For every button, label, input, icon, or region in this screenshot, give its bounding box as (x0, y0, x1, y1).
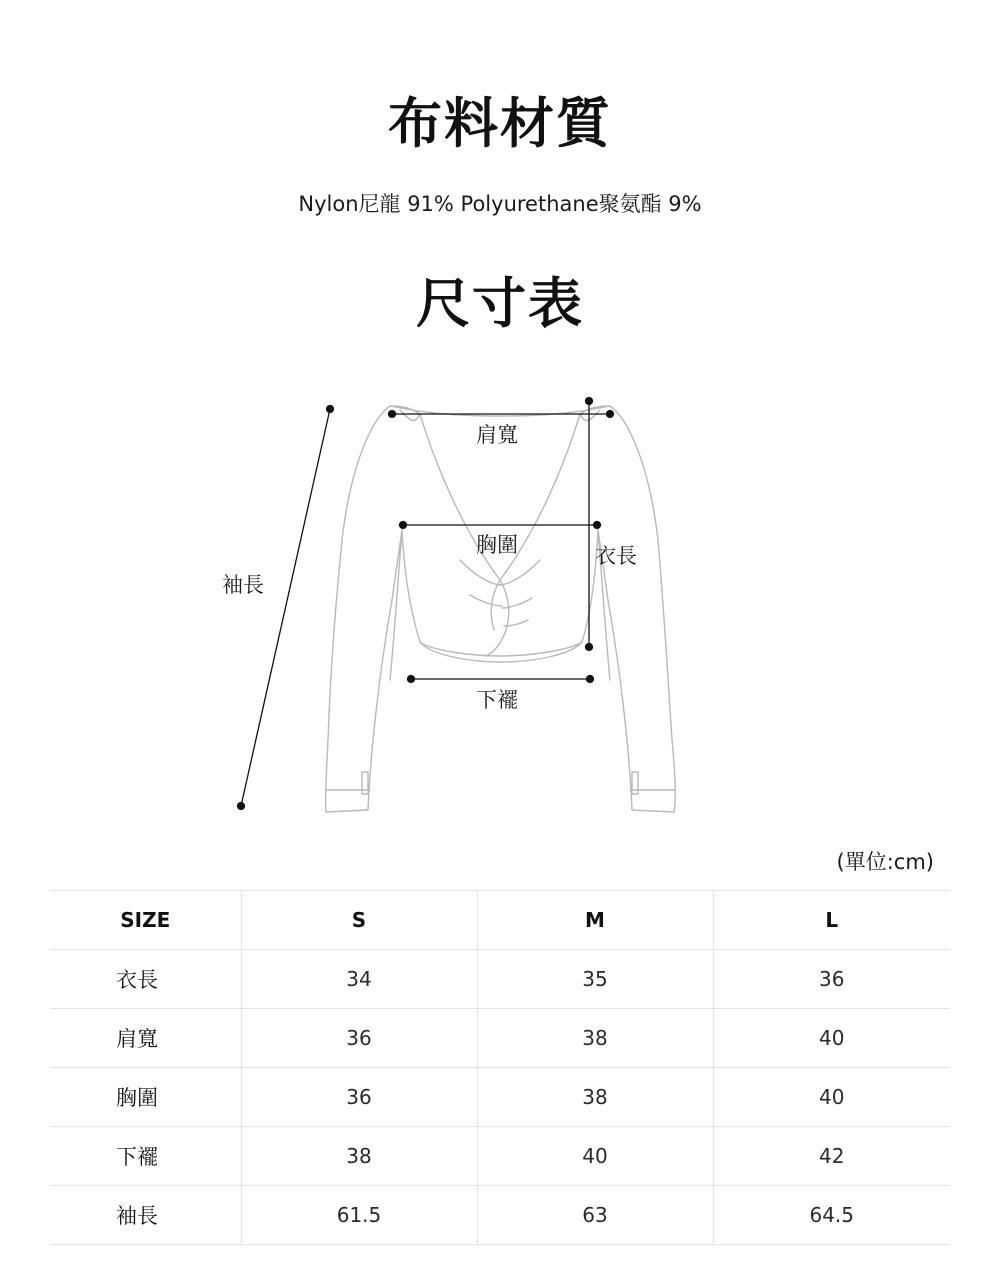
chest-width-label: 胸圍 (476, 533, 518, 557)
size-s-column-header: S (241, 891, 477, 950)
table-cell: 64.5 (713, 1186, 950, 1245)
unit-note: (單位:cm) (836, 850, 934, 874)
row-label: 袖長 (50, 1186, 241, 1245)
garment-body-outline (326, 406, 676, 812)
fabric-composition: Nylon尼龍 91% Polyurethane聚氨酯 9% (298, 192, 702, 216)
hem-width-label: 下襬 (476, 688, 518, 712)
table-row (50, 1186, 950, 1245)
table-cell: 40 (713, 1009, 950, 1068)
table-row (50, 1009, 950, 1068)
size-l-column-header: L (713, 891, 950, 950)
table-row (50, 1068, 950, 1127)
size-table (50, 890, 950, 1245)
length-point-top (586, 398, 593, 405)
table-cell: 38 (241, 1127, 477, 1186)
shoulder-point-left (389, 411, 396, 418)
row-label: 肩寬 (50, 1009, 241, 1068)
shoulder-width-label: 肩寬 (476, 423, 518, 447)
fabric-title: 布料材質 (388, 92, 612, 155)
garment-wrap-overlap (486, 580, 509, 656)
size-column-header: SIZE (50, 891, 241, 950)
length-point-bottom (586, 644, 593, 651)
row-label: 胸圍 (50, 1068, 241, 1127)
table-cell: 36 (241, 1009, 477, 1068)
size-chart-title: 尺寸表 (416, 272, 584, 335)
table-cell: 63 (477, 1186, 713, 1245)
chest-point-right (594, 522, 601, 529)
table-cell: 61.5 (241, 1186, 477, 1245)
table-cell: 42 (713, 1127, 950, 1186)
sleeve-length-label: 袖長 (222, 573, 264, 597)
table-cell: 38 (477, 1009, 713, 1068)
table-cell: 34 (241, 950, 477, 1009)
hem-point-left (408, 676, 415, 683)
table-cell: 36 (241, 1068, 477, 1127)
table-row (50, 1127, 950, 1186)
sleeve-point-top (327, 406, 334, 413)
hem-point-right (587, 676, 594, 683)
sleeve-point-bottom (238, 803, 245, 810)
body-length-label: 衣長 (595, 544, 637, 568)
chest-point-left (400, 522, 407, 529)
table-cell: 40 (713, 1068, 950, 1127)
shoulder-point-right (607, 411, 614, 418)
table-row (50, 950, 950, 1009)
size-m-column-header: M (477, 891, 713, 950)
size-table-header-row (50, 891, 950, 950)
row-label: 下襬 (50, 1127, 241, 1186)
garment-hem (420, 642, 582, 656)
table-cell: 35 (477, 950, 713, 1009)
table-cell: 36 (713, 950, 950, 1009)
table-cell: 38 (477, 1068, 713, 1127)
row-label: 衣長 (50, 950, 241, 1009)
table-cell: 40 (477, 1127, 713, 1186)
garment-measurement-diagram (0, 380, 1000, 830)
